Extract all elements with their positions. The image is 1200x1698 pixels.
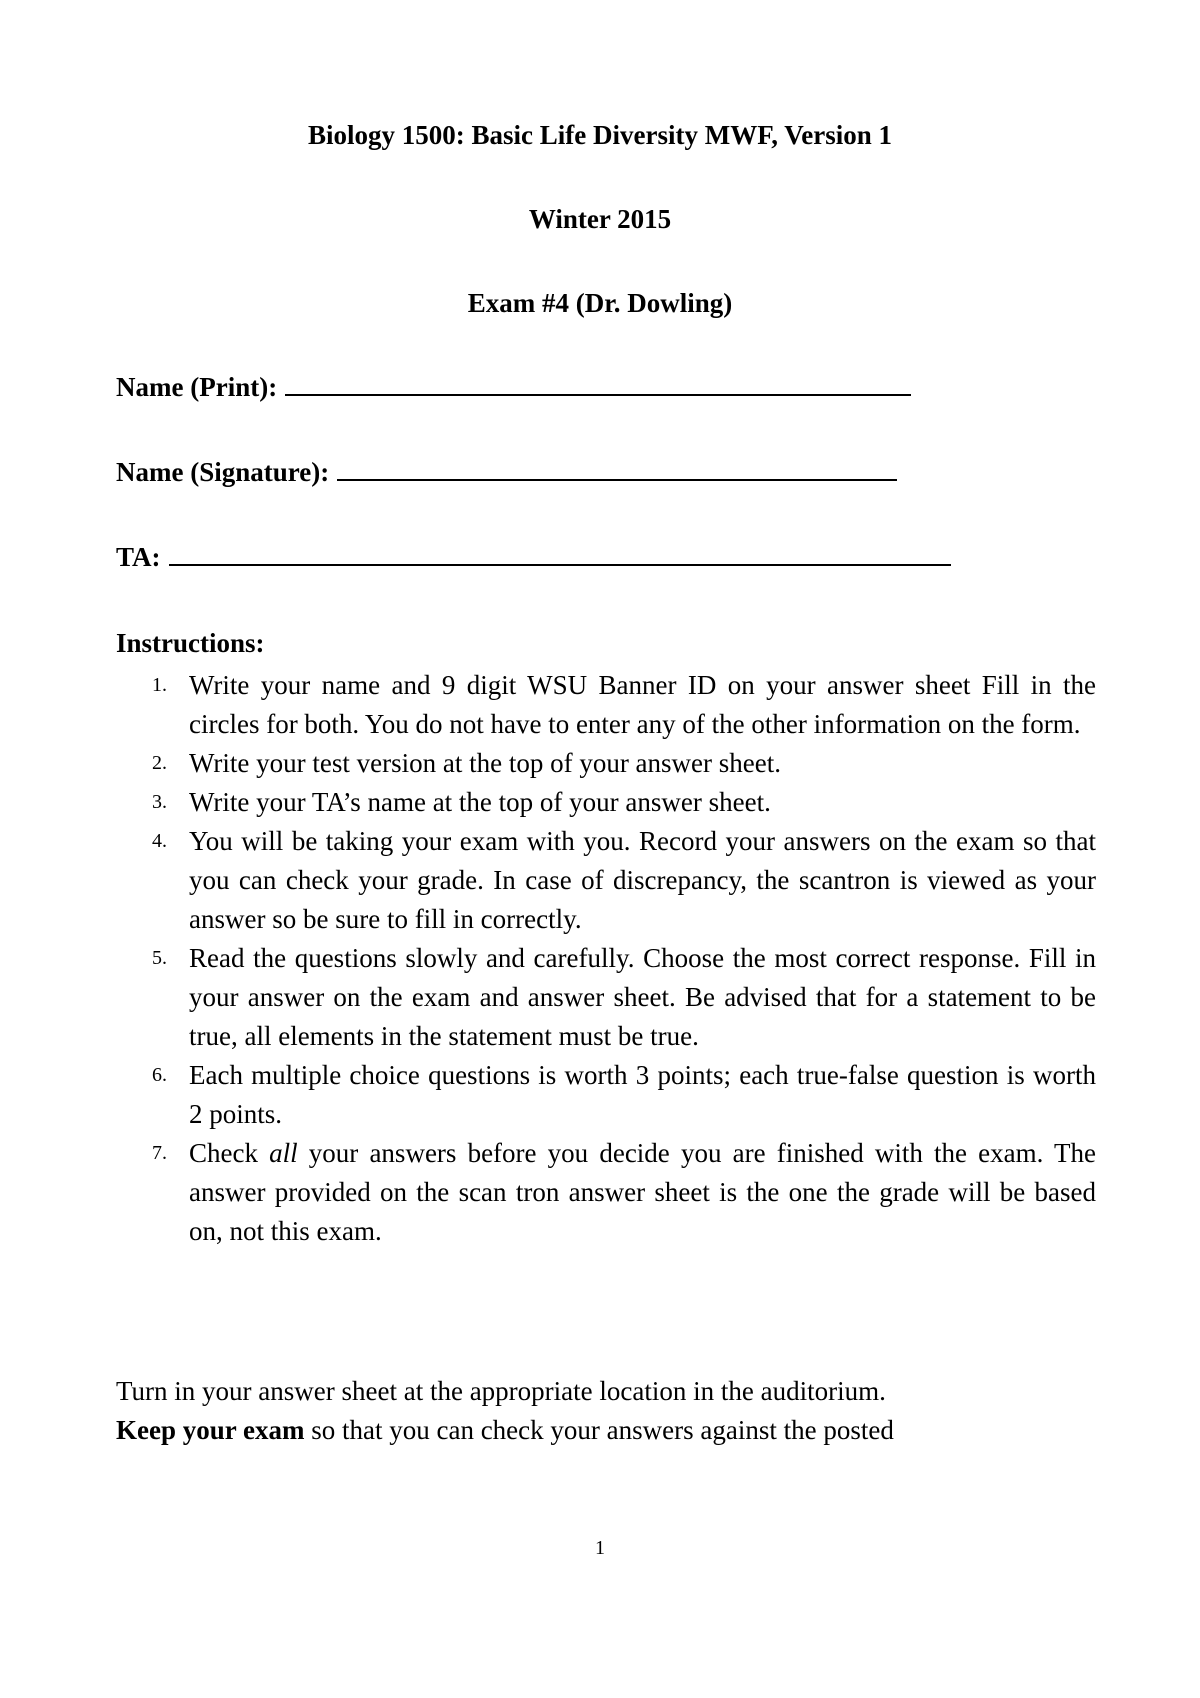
ta-field	[116, 540, 951, 574]
instruction-number: 2.	[152, 752, 167, 774]
keep-exam-emphasis: Keep your exam	[116, 1415, 305, 1445]
page-number: 1	[595, 1537, 605, 1559]
name-signature-field	[116, 455, 897, 489]
instructions-heading: Instructions:	[116, 628, 265, 658]
term-label: Winter 2015	[528, 204, 672, 234]
instruction-text: You will be taking your exam with you. Record your answers on the exam so that you can check your grade. In case of discrepancy, the scantron is viewed as your answer so be sure to fill in correctly.	[189, 826, 1096, 934]
course-title: Biology 1500: Basic Life Diversity MWF, Version 1	[308, 120, 892, 150]
instruction-number: 3.	[152, 791, 167, 813]
ta-label: TA:	[116, 542, 161, 572]
instruction-item	[116, 939, 1096, 1056]
instruction-item	[116, 744, 1096, 783]
ta-blank[interactable]	[169, 540, 951, 566]
instruction-text: Write your TA’s name at the top of your answer sheet.	[189, 787, 771, 817]
instruction-text: Write your name and 9 digit WSU Banner ID on your answer sheet Fill in the circles for both. You do not have to enter any of the other information on the form.	[189, 670, 1096, 739]
instruction-text-post: your answers before you decide you are finished with the exam. The answer provided on the scan tron answer sheet is the one the grade will be based on, not this exam.	[189, 1138, 1096, 1246]
name-signature-label: Name (Signature):	[116, 457, 330, 487]
instruction-item	[116, 822, 1096, 939]
closing-line-2	[116, 1411, 1116, 1450]
instruction-number: 5.	[152, 947, 167, 969]
name-print-label: Name (Print):	[116, 372, 278, 402]
name-print-field	[116, 370, 911, 404]
instruction-text: Write your test version at the top of your answer sheet.	[189, 748, 781, 778]
instruction-text: Each multiple choice questions is worth 3 points; each true-false question is worth 2 points.	[189, 1060, 1096, 1129]
instruction-text-pre: Check	[189, 1138, 270, 1168]
instruction-emphasis: all	[269, 1138, 298, 1168]
instruction-number: 6.	[152, 1064, 167, 1086]
instruction-item	[116, 1134, 1096, 1251]
closing-line-2-rest: so that you can check your answers against the posted	[304, 1415, 894, 1445]
instruction-number: 7.	[152, 1142, 167, 1164]
instruction-number: 4.	[152, 830, 167, 852]
instruction-item	[116, 1056, 1096, 1134]
name-print-blank[interactable]	[285, 370, 911, 396]
instruction-text: Read the questions slowly and carefully. Choose the most correct response. Fill in your answer on the exam and answer sheet. Be advised that for a statement to be true, all elements in the statement must be true.	[189, 943, 1096, 1051]
instruction-number: 1.	[152, 674, 167, 696]
closing-notes	[116, 1372, 1116, 1450]
name-signature-blank[interactable]	[337, 455, 897, 481]
closing-line-1: Turn in your answer sheet at the appropriate location in the auditorium.	[116, 1376, 886, 1406]
exam-title: Exam #4 (Dr. Dowling)	[467, 288, 733, 318]
instructions-list	[116, 666, 1096, 1251]
instruction-item	[116, 783, 1096, 822]
instruction-item	[116, 666, 1096, 744]
